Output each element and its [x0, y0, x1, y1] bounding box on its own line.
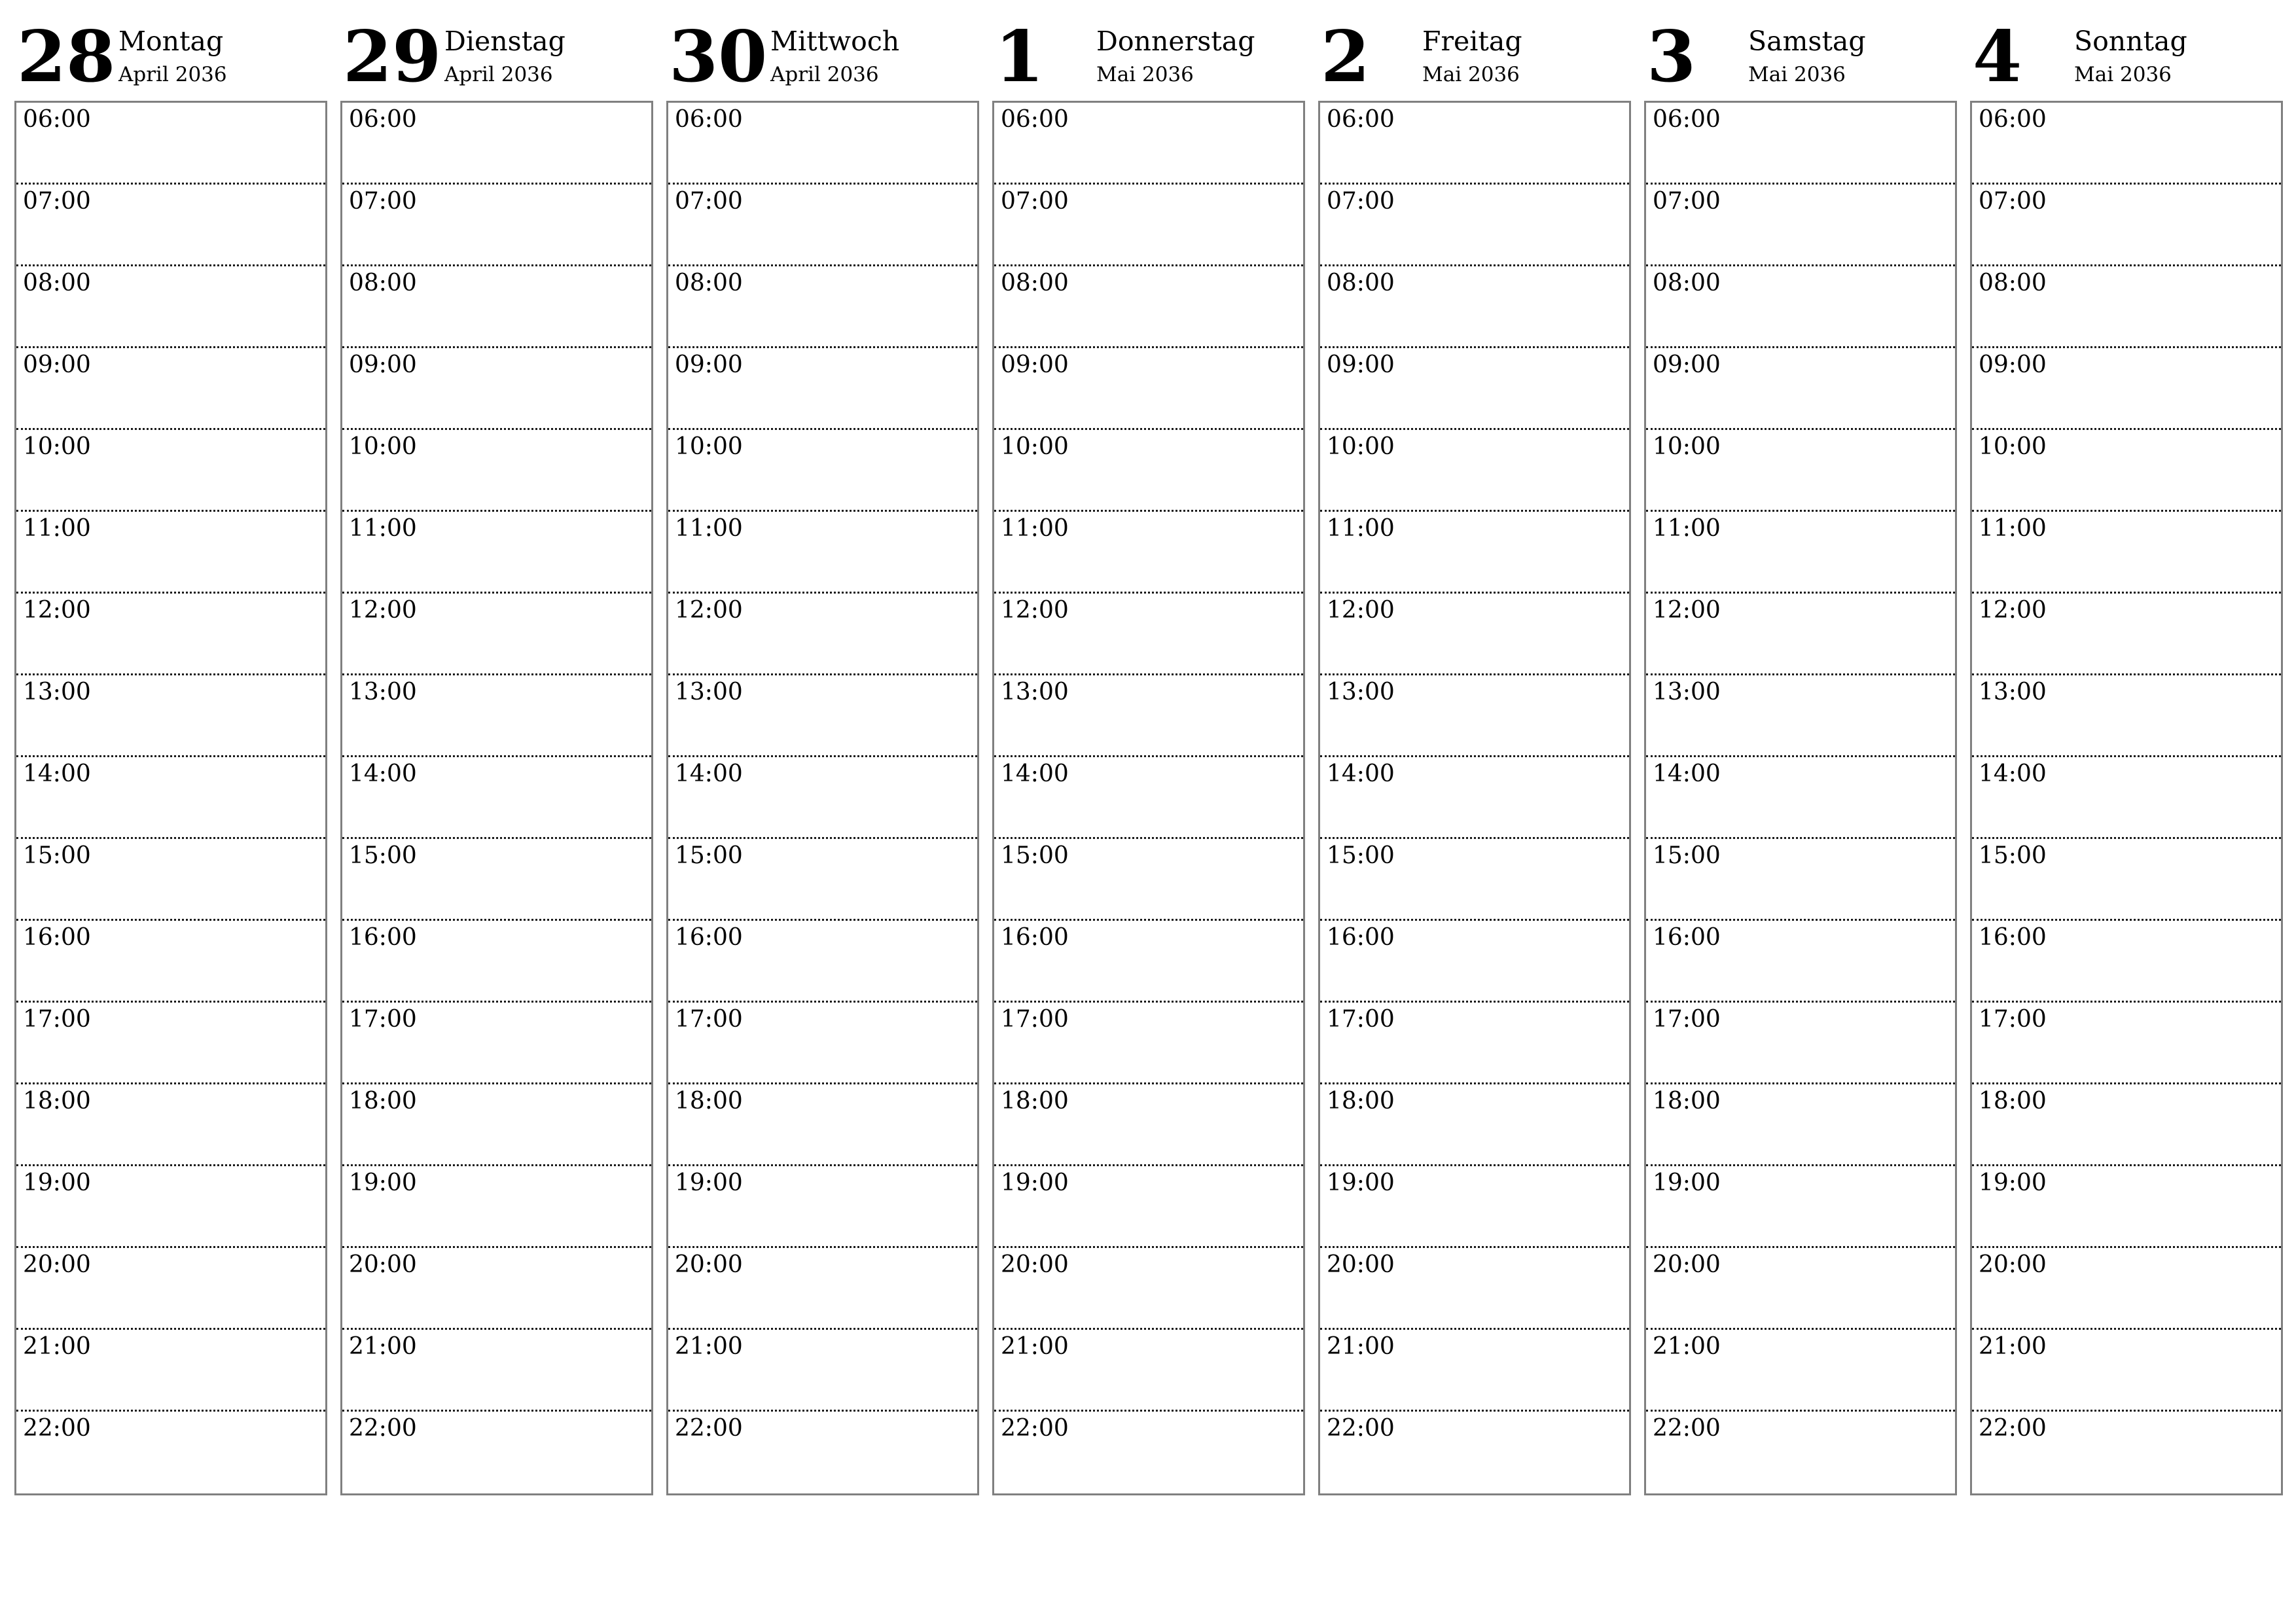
time-slot[interactable] [1972, 266, 2281, 348]
day-column [992, 0, 1305, 1505]
time-slot[interactable] [16, 921, 325, 1003]
time-label: 18:00 [675, 1088, 743, 1115]
time-label: 18:00 [1653, 1088, 1721, 1115]
time-label: 07:00 [23, 188, 91, 215]
time-label: 14:00 [1001, 760, 1069, 787]
time-slot[interactable] [342, 266, 651, 348]
time-label: 12:00 [1001, 597, 1069, 624]
time-slot[interactable] [1646, 103, 1955, 185]
time-slot[interactable] [1646, 266, 1955, 348]
time-label: 17:00 [349, 1006, 417, 1033]
time-slot[interactable] [342, 103, 651, 185]
time-label: 11:00 [1653, 515, 1721, 542]
time-slot[interactable] [994, 1003, 1303, 1084]
time-slot[interactable] [1646, 675, 1955, 757]
time-label: 12:00 [1979, 597, 2047, 624]
time-label: 20:00 [23, 1251, 91, 1278]
time-slot[interactable] [342, 512, 651, 594]
day-header [1644, 0, 1957, 98]
time-slot[interactable] [1972, 348, 2281, 430]
time-slot[interactable] [994, 1166, 1303, 1248]
time-slot[interactable] [16, 1166, 325, 1248]
day-column [340, 0, 653, 1505]
time-slot[interactable] [1320, 1412, 1629, 1493]
time-slot[interactable] [994, 512, 1303, 594]
time-slot[interactable] [1320, 266, 1629, 348]
time-label: 19:00 [349, 1169, 417, 1196]
day-schedule-box [1644, 101, 1957, 1495]
time-slot[interactable] [16, 1330, 325, 1412]
time-label: 10:00 [1979, 433, 2047, 460]
time-label: 16:00 [23, 924, 91, 951]
weekly-planner [14, 0, 2296, 1505]
time-label: 15:00 [1327, 842, 1395, 869]
time-label: 15:00 [1979, 842, 2047, 869]
day-column [1644, 0, 1957, 1505]
time-slot[interactable] [1972, 1330, 2281, 1412]
time-label: 06:00 [1001, 106, 1069, 133]
time-label: 13:00 [1327, 679, 1395, 705]
time-slot[interactable] [1320, 348, 1629, 430]
time-slot[interactable] [1972, 1003, 2281, 1084]
time-slot[interactable] [1972, 1084, 2281, 1166]
time-label: 21:00 [349, 1333, 417, 1360]
time-label: 10:00 [675, 433, 743, 460]
weekday-name: Dienstag [444, 26, 565, 57]
time-label: 17:00 [1327, 1006, 1395, 1033]
time-slot[interactable] [1972, 675, 2281, 757]
time-label: 14:00 [349, 760, 417, 787]
weekday-name: Samstag [1748, 26, 1866, 57]
time-slot[interactable] [342, 839, 651, 921]
time-slot[interactable] [668, 675, 977, 757]
time-slot[interactable] [1320, 512, 1629, 594]
time-slot[interactable] [1320, 675, 1629, 757]
time-label: 07:00 [1327, 188, 1395, 215]
time-slot[interactable] [668, 103, 977, 185]
time-label: 15:00 [23, 842, 91, 869]
time-label: 16:00 [1001, 924, 1069, 951]
time-slot[interactable] [994, 594, 1303, 675]
month-year: Mai 2036 [2074, 63, 2172, 86]
time-slot[interactable] [994, 430, 1303, 512]
time-label: 15:00 [1001, 842, 1069, 869]
day-header [1318, 0, 1631, 98]
time-slot[interactable] [1320, 1330, 1629, 1412]
time-slot[interactable] [1972, 839, 2281, 921]
time-label: 08:00 [1001, 270, 1069, 296]
time-label: 11:00 [1979, 515, 2047, 542]
time-label: 19:00 [1979, 1169, 2047, 1196]
time-label: 08:00 [1327, 270, 1395, 296]
time-slot[interactable] [668, 512, 977, 594]
time-label: 13:00 [1979, 679, 2047, 705]
time-label: 08:00 [349, 270, 417, 296]
time-slot[interactable] [1646, 348, 1955, 430]
time-slot[interactable] [668, 430, 977, 512]
time-slot[interactable] [16, 348, 325, 430]
time-label: 18:00 [349, 1088, 417, 1115]
time-slot[interactable] [16, 512, 325, 594]
time-label: 21:00 [1979, 1333, 2047, 1360]
time-slot[interactable] [342, 430, 651, 512]
time-slot[interactable] [1320, 1248, 1629, 1330]
time-slot[interactable] [1320, 839, 1629, 921]
day-column [1970, 0, 2283, 1505]
time-slot[interactable] [16, 757, 325, 839]
time-label: 09:00 [23, 351, 91, 378]
time-slot[interactable] [1972, 185, 2281, 266]
time-label: 16:00 [1979, 924, 2047, 951]
time-slot[interactable] [994, 1084, 1303, 1166]
time-label: 09:00 [1327, 351, 1395, 378]
time-label: 22:00 [675, 1415, 743, 1442]
time-label: 14:00 [23, 760, 91, 787]
time-label: 16:00 [675, 924, 743, 951]
time-slot[interactable] [1320, 1166, 1629, 1248]
time-slot[interactable] [16, 1412, 325, 1493]
day-header [666, 0, 979, 98]
time-label: 17:00 [23, 1006, 91, 1033]
time-slot[interactable] [994, 103, 1303, 185]
time-label: 18:00 [23, 1088, 91, 1115]
time-label: 06:00 [349, 106, 417, 133]
time-label: 20:00 [349, 1251, 417, 1278]
day-schedule-box [1318, 101, 1631, 1495]
time-label: 19:00 [23, 1169, 91, 1196]
time-slot[interactable] [16, 1003, 325, 1084]
time-label: 18:00 [1979, 1088, 2047, 1115]
time-slot[interactable] [1972, 594, 2281, 675]
time-label: 21:00 [675, 1333, 743, 1360]
time-label: 13:00 [1653, 679, 1721, 705]
time-label: 11:00 [1001, 515, 1069, 542]
weekday-name: Mittwoch [770, 26, 900, 57]
time-slot[interactable] [342, 1412, 651, 1493]
time-slot[interactable] [1646, 757, 1955, 839]
time-label: 15:00 [675, 842, 743, 869]
time-slot[interactable] [342, 675, 651, 757]
time-slot[interactable] [342, 757, 651, 839]
time-label: 13:00 [349, 679, 417, 705]
time-label: 08:00 [23, 270, 91, 296]
time-slot[interactable] [1320, 757, 1629, 839]
time-label: 11:00 [349, 515, 417, 542]
time-slot[interactable] [1646, 921, 1955, 1003]
day-header [340, 0, 653, 98]
weekday-name: Freitag [1422, 26, 1522, 57]
time-label: 11:00 [675, 515, 743, 542]
time-label: 20:00 [1979, 1251, 2047, 1278]
time-slot[interactable] [1646, 1330, 1955, 1412]
time-label: 10:00 [1653, 433, 1721, 460]
time-label: 08:00 [1979, 270, 2047, 296]
time-slot[interactable] [668, 757, 977, 839]
day-column [666, 0, 979, 1505]
day-schedule-box [1970, 101, 2283, 1495]
time-slot[interactable] [16, 266, 325, 348]
time-label: 22:00 [1001, 1415, 1069, 1442]
time-label: 09:00 [1001, 351, 1069, 378]
time-label: 11:00 [1327, 515, 1395, 542]
time-slot[interactable] [668, 185, 977, 266]
time-label: 17:00 [675, 1006, 743, 1033]
time-slot[interactable] [1646, 430, 1955, 512]
time-label: 12:00 [349, 597, 417, 624]
time-label: 10:00 [349, 433, 417, 460]
time-slot[interactable] [342, 1166, 651, 1248]
time-label: 13:00 [1001, 679, 1069, 705]
weekday-name: Donnerstag [1096, 26, 1255, 57]
time-slot[interactable] [1646, 1166, 1955, 1248]
month-year: April 2036 [770, 63, 879, 86]
time-label: 12:00 [1653, 597, 1721, 624]
time-label: 06:00 [1653, 106, 1721, 133]
time-slot[interactable] [1320, 1084, 1629, 1166]
time-slot[interactable] [1320, 1003, 1629, 1084]
day-number: 2 [1321, 16, 1371, 98]
time-label: 09:00 [1653, 351, 1721, 378]
month-year: Mai 2036 [1748, 63, 1846, 86]
time-slot[interactable] [16, 839, 325, 921]
time-label: 06:00 [23, 106, 91, 133]
time-slot[interactable] [16, 594, 325, 675]
time-label: 14:00 [675, 760, 743, 787]
time-label: 18:00 [1327, 1088, 1395, 1115]
time-slot[interactable] [994, 266, 1303, 348]
time-label: 22:00 [1653, 1415, 1721, 1442]
time-label: 21:00 [1653, 1333, 1721, 1360]
weekday-name: Montag [118, 26, 224, 57]
time-label: 21:00 [1327, 1333, 1395, 1360]
time-label: 21:00 [1001, 1333, 1069, 1360]
time-slot[interactable] [1972, 921, 2281, 1003]
time-slot[interactable] [1646, 1248, 1955, 1330]
time-label: 20:00 [675, 1251, 743, 1278]
time-label: 14:00 [1327, 760, 1395, 787]
time-label: 16:00 [1327, 924, 1395, 951]
day-number: 28 [17, 16, 116, 98]
time-slot[interactable] [994, 185, 1303, 266]
time-label: 07:00 [1653, 188, 1721, 215]
day-header [14, 0, 327, 98]
time-label: 15:00 [349, 842, 417, 869]
time-slot[interactable] [16, 1248, 325, 1330]
time-slot[interactable] [668, 1248, 977, 1330]
month-year: Mai 2036 [1422, 63, 1520, 86]
time-slot[interactable] [1972, 757, 2281, 839]
time-slot[interactable] [994, 675, 1303, 757]
time-slot[interactable] [1972, 1248, 2281, 1330]
time-slot[interactable] [342, 1248, 651, 1330]
time-label: 19:00 [675, 1169, 743, 1196]
time-label: 08:00 [675, 270, 743, 296]
time-label: 11:00 [23, 515, 91, 542]
time-slot[interactable] [668, 594, 977, 675]
day-header [1970, 0, 2283, 98]
time-label: 10:00 [1327, 433, 1395, 460]
time-slot[interactable] [668, 1003, 977, 1084]
time-label: 22:00 [349, 1415, 417, 1442]
time-label: 22:00 [1979, 1415, 2047, 1442]
time-slot[interactable] [342, 1084, 651, 1166]
time-label: 12:00 [1327, 597, 1395, 624]
day-number: 3 [1647, 16, 1696, 98]
time-slot[interactable] [994, 757, 1303, 839]
time-slot[interactable] [1320, 185, 1629, 266]
time-slot[interactable] [1320, 430, 1629, 512]
time-slot[interactable] [1320, 921, 1629, 1003]
time-label: 22:00 [1327, 1415, 1395, 1442]
time-slot[interactable] [16, 1084, 325, 1166]
time-label: 20:00 [1653, 1251, 1721, 1278]
time-label: 07:00 [675, 188, 743, 215]
time-label: 19:00 [1327, 1169, 1395, 1196]
time-slot[interactable] [1646, 594, 1955, 675]
time-slot[interactable] [342, 921, 651, 1003]
time-slot[interactable] [1320, 594, 1629, 675]
time-slot[interactable] [1646, 1084, 1955, 1166]
time-slot[interactable] [342, 1003, 651, 1084]
time-slot[interactable] [1972, 103, 2281, 185]
day-number: 4 [1973, 16, 2022, 98]
time-label: 18:00 [1001, 1088, 1069, 1115]
time-slot[interactable] [994, 1412, 1303, 1493]
time-slot[interactable] [668, 921, 977, 1003]
month-year: April 2036 [444, 63, 553, 86]
month-year: Mai 2036 [1096, 63, 1194, 86]
time-slot[interactable] [1646, 1412, 1955, 1493]
time-label: 13:00 [23, 679, 91, 705]
time-label: 15:00 [1653, 842, 1721, 869]
time-slot[interactable] [1972, 430, 2281, 512]
time-label: 22:00 [23, 1415, 91, 1442]
time-label: 09:00 [675, 351, 743, 378]
time-label: 06:00 [675, 106, 743, 133]
day-header [992, 0, 1305, 98]
day-schedule-box [666, 101, 979, 1495]
day-schedule-box [340, 101, 653, 1495]
time-label: 06:00 [1979, 106, 2047, 133]
time-slot[interactable] [668, 839, 977, 921]
time-slot[interactable] [994, 1248, 1303, 1330]
time-slot[interactable] [342, 1330, 651, 1412]
time-label: 10:00 [23, 433, 91, 460]
time-label: 07:00 [349, 188, 417, 215]
time-slot[interactable] [16, 430, 325, 512]
time-label: 19:00 [1001, 1169, 1069, 1196]
day-schedule-box [14, 101, 327, 1495]
time-label: 07:00 [1979, 188, 2047, 215]
time-label: 16:00 [349, 924, 417, 951]
time-slot[interactable] [1646, 839, 1955, 921]
month-year: April 2036 [118, 63, 227, 86]
time-label: 16:00 [1653, 924, 1721, 951]
time-label: 14:00 [1979, 760, 2047, 787]
time-slot[interactable] [994, 348, 1303, 430]
time-label: 13:00 [675, 679, 743, 705]
time-slot[interactable] [1320, 103, 1629, 185]
time-label: 06:00 [1327, 106, 1395, 133]
time-label: 17:00 [1001, 1006, 1069, 1033]
time-label: 17:00 [1653, 1006, 1721, 1033]
time-label: 19:00 [1653, 1169, 1721, 1196]
time-slot[interactable] [1972, 1412, 2281, 1493]
weekday-name: Sonntag [2074, 26, 2187, 57]
time-slot[interactable] [994, 921, 1303, 1003]
time-slot[interactable] [1972, 512, 2281, 594]
time-slot[interactable] [668, 1084, 977, 1166]
time-slot[interactable] [668, 348, 977, 430]
day-number: 30 [669, 16, 768, 98]
time-slot[interactable] [1972, 1166, 2281, 1248]
time-slot[interactable] [16, 675, 325, 757]
time-slot[interactable] [668, 266, 977, 348]
day-number: 1 [995, 16, 1045, 98]
time-label: 17:00 [1979, 1006, 2047, 1033]
time-slot[interactable] [668, 1166, 977, 1248]
time-slot[interactable] [342, 594, 651, 675]
time-label: 09:00 [1979, 351, 2047, 378]
time-slot[interactable] [1646, 185, 1955, 266]
time-label: 09:00 [349, 351, 417, 378]
time-slot[interactable] [1646, 1003, 1955, 1084]
time-slot[interactable] [994, 839, 1303, 921]
time-label: 20:00 [1001, 1251, 1069, 1278]
time-label: 08:00 [1653, 270, 1721, 296]
time-slot[interactable] [994, 1330, 1303, 1412]
time-slot[interactable] [16, 103, 325, 185]
time-slot[interactable] [668, 1412, 977, 1493]
day-column [1318, 0, 1631, 1505]
time-label: 14:00 [1653, 760, 1721, 787]
time-label: 12:00 [23, 597, 91, 624]
day-schedule-box [992, 101, 1305, 1495]
time-label: 10:00 [1001, 433, 1069, 460]
time-slot[interactable] [16, 185, 325, 266]
time-label: 12:00 [675, 597, 743, 624]
time-slot[interactable] [342, 348, 651, 430]
time-label: 07:00 [1001, 188, 1069, 215]
day-number: 29 [343, 16, 442, 98]
time-slot[interactable] [668, 1330, 977, 1412]
time-label: 21:00 [23, 1333, 91, 1360]
time-slot[interactable] [1646, 512, 1955, 594]
time-slot[interactable] [342, 185, 651, 266]
day-column [14, 0, 327, 1505]
time-label: 20:00 [1327, 1251, 1395, 1278]
